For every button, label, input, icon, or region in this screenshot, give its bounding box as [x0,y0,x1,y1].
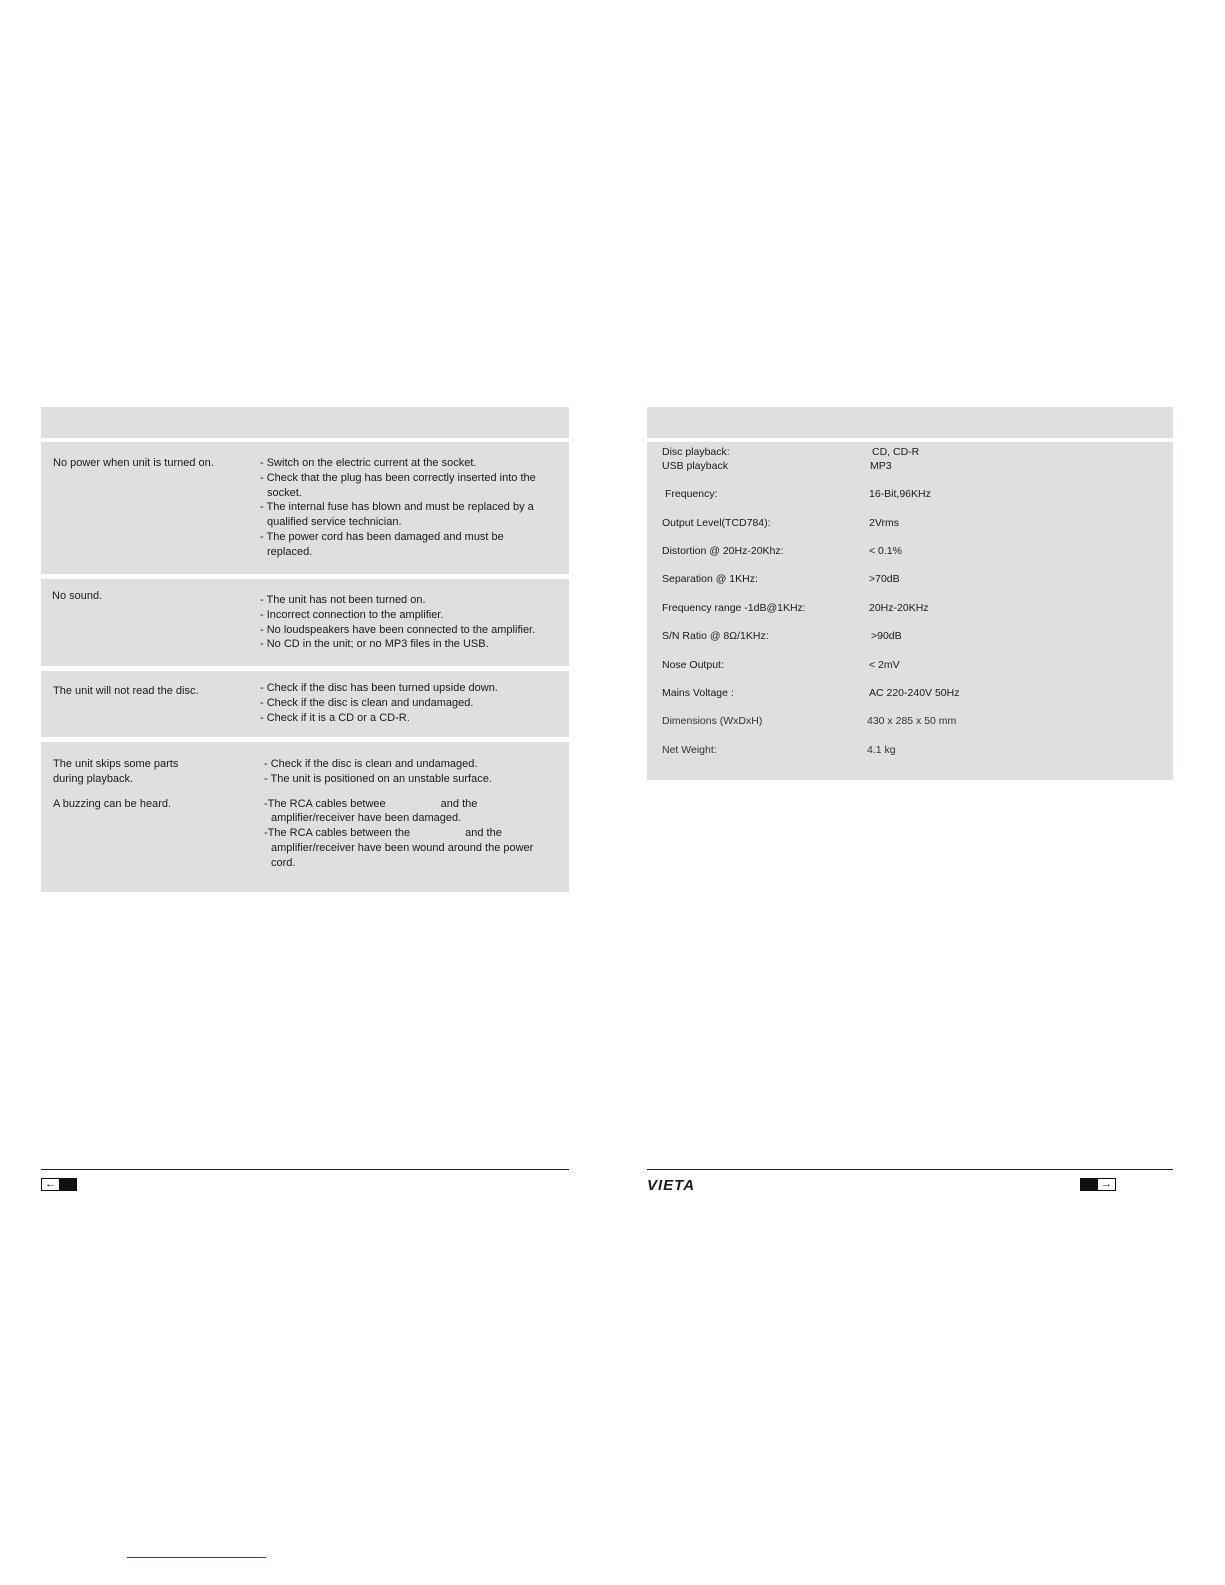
spec-label: Net Weight: [662,744,717,756]
problem-text: A buzzing can be heard. [53,798,172,810]
solution-item: - Switch on the electric current at the socket. [260,457,477,469]
problem-text: The unit skips some parts during playback. [53,758,179,785]
spec-value: >70dB [869,573,900,585]
spec-value: MP3 [870,460,892,472]
footer-rule [41,1169,569,1170]
solution-item: - No loudspeakers have been connected to the amplifier. [260,623,536,636]
specifications-panel [647,442,1173,780]
solution-list [260,681,550,725]
spec-label: USB playback [662,460,728,472]
solution-item: - No CD in the unit; or no MP3 files in the USB. [260,638,489,651]
spec-label: Dimensions (WxDxH) [662,715,763,727]
troubleshooting-header-band [41,407,569,438]
spec-label: Disc playback: [662,446,730,458]
solution-list [260,456,550,560]
spec-value: 2Vrms [869,517,899,529]
spec-label: Nose Output: [662,659,724,671]
prev-page-button[interactable] [41,1178,77,1191]
specifications-header-band [647,407,1173,438]
arrow-left-icon: ← [42,1179,59,1190]
solution-list [260,593,550,652]
solution-item: - The unit has not been turned on. [260,594,426,606]
solution-list [264,757,544,871]
next-page-button[interactable] [1080,1178,1116,1191]
troubleshooting-page [0,0,612,1585]
spec-label: Output Level(TCD784): [662,517,771,529]
specifications-page [612,0,1225,1585]
footer-rule [647,1169,1173,1170]
arrow-right-icon: → [1098,1179,1115,1190]
solution-item: - Check if the disc is clean and undamaged. [264,758,478,770]
troubleshooting-row [41,671,569,737]
arrow-block [1081,1179,1098,1190]
problem-text: The unit will not read the disc. [53,685,199,697]
brand-logo: VIETA [647,1177,696,1194]
solution-item: - Incorrect connection to the amplifier. [260,608,444,621]
troubleshooting-row [41,579,569,666]
troubleshooting-row [41,742,569,892]
solution-item: -The RCA cables between the and the amplifier/receiver have been wound around the power cord. [264,827,537,869]
spec-value: AC 220-240V 50Hz [869,687,960,699]
solution-item: - Check if it is a CD or a CD-R. [260,711,410,724]
spec-label: S/N Ratio @ 8Ω/1KHz: [662,630,769,642]
spec-value: < 0.1% [869,545,902,557]
spec-value: 4.1 kg [867,744,896,756]
spec-label: Mains Voltage : [662,687,734,699]
spec-value: < 2mV [869,659,900,671]
spec-value: 20Hz-20KHz [869,602,929,614]
solution-item: -The RCA cables betwee and the amplifier/receiver have been damaged. [264,797,481,825]
solution-item: - The internal fuse has blown and must be replaced by a qualified service technician. [260,501,534,529]
solution-item: - Check if the disc is clean and undamaged. [260,696,474,709]
link-underline [127,1557,266,1558]
solution-item: - The power cord has been damaged and must be replaced. [260,530,504,558]
arrow-block [59,1179,76,1190]
solution-item: - Check that the plug has been correctly inserted into the socket. [260,471,536,499]
spec-label: Frequency range -1dB@1KHz: [662,602,806,614]
spacer [264,787,544,797]
spec-value: >90dB [871,630,902,642]
spec-value: CD, CD-R [872,446,920,458]
spec-value: 430 x 285 x 50 mm [867,715,957,727]
problem-text: No sound. [52,590,103,602]
spec-label: Separation @ 1KHz: [662,573,758,585]
solution-item: - Check if the disc has been turned upside down. [260,682,498,694]
spec-label: Frequency: [665,488,718,500]
problem-text: No power when unit is turned on. [53,457,214,469]
solution-item: - The unit is positioned on an unstable surface. [264,772,492,785]
spec-label: Distortion @ 20Hz-20Khz: [662,545,784,557]
spec-value: 16-Bit,96KHz [869,488,931,500]
troubleshooting-row [41,442,569,574]
